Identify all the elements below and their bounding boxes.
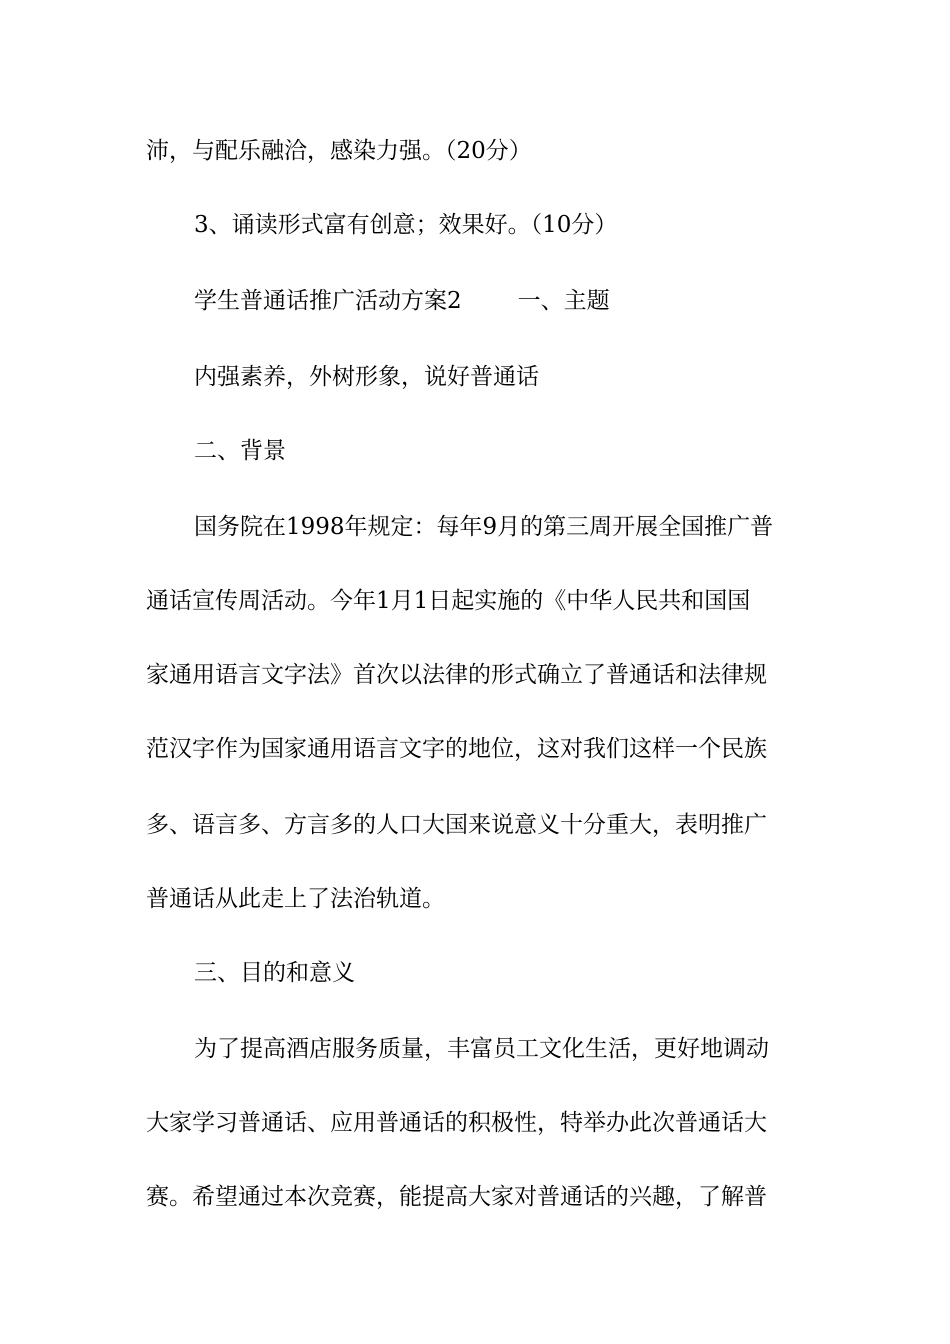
text-line: 普通话从此走上了法治轨道。 bbox=[146, 886, 445, 912]
section-heading-line bbox=[194, 286, 806, 316]
heading-background: 二、背景 bbox=[194, 438, 286, 464]
text-line: 为了提高酒店服务质量，丰富员工文化生活，更好地调动 bbox=[194, 1036, 769, 1062]
text-line: 3、诵读形式富有创意；效果好。（10分） bbox=[194, 212, 618, 238]
text-line: 大家学习普通话、应用普通话的积极性，特举办此次普通话大 bbox=[146, 1110, 767, 1136]
heading-theme: 一、主题 bbox=[517, 288, 610, 314]
text-line: 沛，与配乐融洽，感染力强。（20分） bbox=[146, 138, 532, 164]
plan-title: 学生普通话推广活动方案2 bbox=[194, 288, 462, 314]
text-line: 家通用语言文字法》首次以法律的形式确立了普通话和法律规 bbox=[146, 662, 767, 688]
text-line: 范汉字作为国家通用语言文字的地位，这对我们这样一个民族 bbox=[146, 736, 767, 762]
heading-purpose: 三、目的和意义 bbox=[194, 960, 355, 986]
text-line: 通话宣传周活动。今年1月1日起实施的《中华人民共和国国 bbox=[146, 588, 751, 614]
text-line: 内强素养，外树形象，说好普通话 bbox=[194, 364, 539, 390]
text-line: 国务院在1998年规定：每年9月的第三周开展全国推广普 bbox=[194, 514, 774, 540]
text-line: 多、语言多、方言多的人口大国来说意义十分重大，表明推广 bbox=[146, 812, 767, 838]
text-line: 赛。希望通过本次竞赛，能提高大家对普通话的兴趣，了解普 bbox=[146, 1184, 767, 1210]
